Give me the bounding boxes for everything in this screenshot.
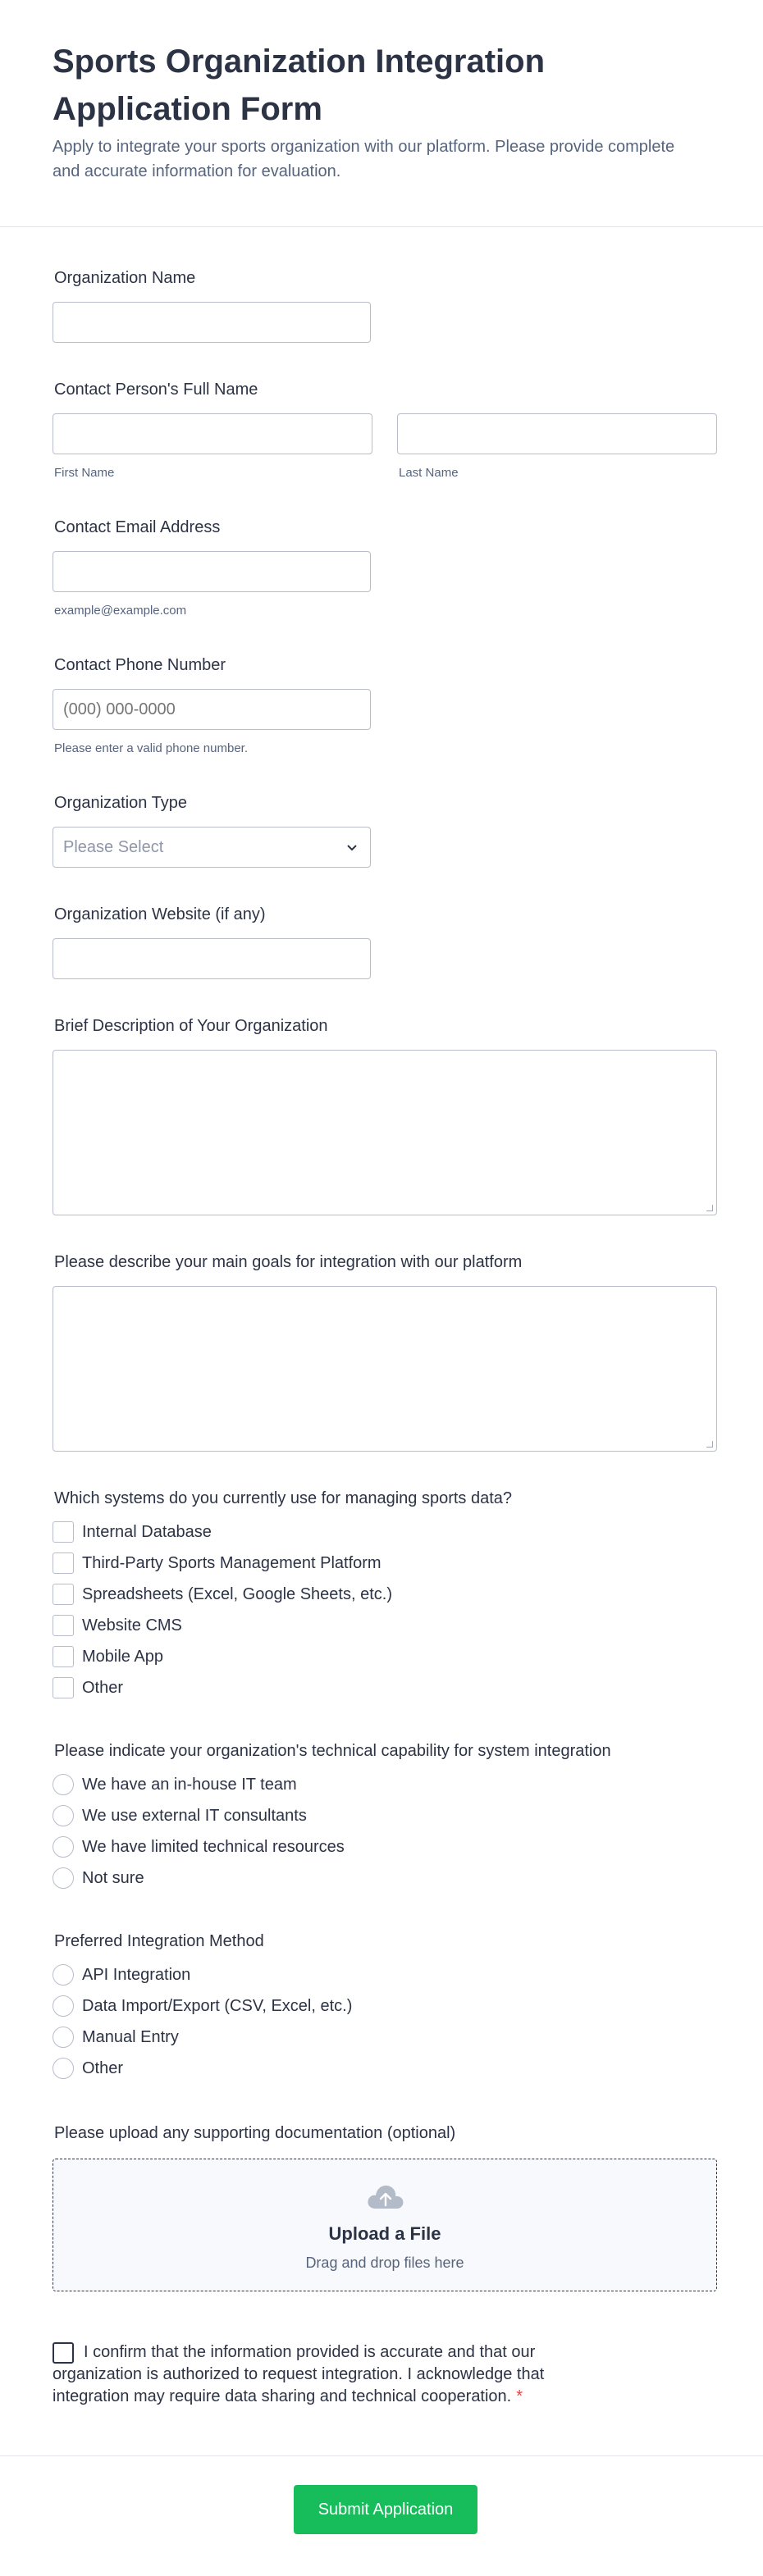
email-input[interactable] <box>53 551 371 592</box>
description-textarea[interactable] <box>53 1050 717 1215</box>
radio-button[interactable] <box>53 1836 74 1858</box>
form-subtitle: Apply to integrate your sports organization with our platform. Please provide complete and accurate information for evaluation. <box>53 138 675 180</box>
phone-label: Contact Phone Number <box>54 656 226 674</box>
org-name-label: Organization Name <box>54 269 196 287</box>
upload-subtitle: Drag and drop files here <box>305 2255 464 2271</box>
last-name-sublabel: Last Name <box>399 466 459 480</box>
radio-button[interactable] <box>53 1867 74 1889</box>
email-sublabel: example@example.com <box>54 604 187 618</box>
systems-label: Which systems do you currently use for managing sports data? <box>54 1489 513 1507</box>
submit-button[interactable]: Submit Application <box>294 2485 477 2534</box>
checkbox[interactable] <box>53 1521 74 1543</box>
radio-button[interactable] <box>53 2058 74 2079</box>
org-type-label: Organization Type <box>54 794 187 812</box>
method-option[interactable]: Other <box>53 2058 123 2079</box>
form-header <box>0 0 763 227</box>
capability-option[interactable]: We have limited technical resources <box>53 1836 345 1858</box>
systems-option[interactable]: Website CMS <box>53 1615 182 1636</box>
resize-handle-icon[interactable] <box>706 1205 713 1211</box>
chevron-down-icon <box>345 841 359 854</box>
checkbox[interactable] <box>53 1584 74 1605</box>
capability-label: Please indicate your organization's technical capability for system integration <box>54 1742 611 1760</box>
first-name-input[interactable] <box>53 413 372 454</box>
radio-button[interactable] <box>53 2027 74 2048</box>
description-label: Brief Description of Your Organization <box>54 1017 328 1035</box>
goals-textarea[interactable] <box>53 1286 717 1452</box>
upload-label: Please upload any supporting documentation (optional) <box>54 2124 456 2142</box>
phone-input[interactable] <box>53 689 371 730</box>
phone-sublabel: Please enter a valid phone number. <box>54 741 248 755</box>
capability-option[interactable]: We use external IT consultants <box>53 1805 307 1826</box>
systems-option[interactable]: Mobile App <box>53 1646 163 1667</box>
systems-option[interactable]: Third-Party Sports Management Platform <box>53 1552 382 1574</box>
goals-label: Please describe your main goals for integration with our platform <box>54 1253 523 1271</box>
checkbox[interactable] <box>53 1646 74 1667</box>
systems-option[interactable]: Spreadsheets (Excel, Google Sheets, etc.) <box>53 1584 392 1605</box>
first-name-sublabel: First Name <box>54 466 115 480</box>
contact-name-label: Contact Person's Full Name <box>54 381 258 399</box>
website-input[interactable] <box>53 938 371 979</box>
method-label: Preferred Integration Method <box>54 1932 264 1950</box>
website-label: Organization Website (if any) <box>54 905 266 923</box>
email-label: Contact Email Address <box>54 518 221 536</box>
checkbox[interactable] <box>53 1552 74 1574</box>
file-upload-dropzone[interactable] <box>53 2159 717 2291</box>
upload-title: Upload a File <box>328 2223 441 2244</box>
systems-option[interactable]: Other <box>53 1677 123 1698</box>
resize-handle-icon[interactable] <box>706 1441 713 1448</box>
org-type-select[interactable] <box>53 827 371 868</box>
cloud-upload-icon <box>365 2181 406 2214</box>
confirm-label: I confirm that the information provided is accurate and that our organization is authorized to request integration. I acknowledge that integration may require data sharing and technical cooperation. <box>53 2343 545 2405</box>
systems-option[interactable]: Internal Database <box>53 1521 212 1543</box>
required-mark: * <box>516 2387 523 2405</box>
capability-option[interactable]: Not sure <box>53 1867 144 1889</box>
confirm-text <box>53 2341 586 2408</box>
method-option[interactable]: Data Import/Export (CSV, Excel, etc.) <box>53 1995 352 2017</box>
org-type-selected: Please Select <box>63 838 164 856</box>
radio-button[interactable] <box>53 1774 74 1795</box>
checkbox[interactable] <box>53 1677 74 1698</box>
form-title: Sports Organization Integration Application Form <box>53 43 546 127</box>
radio-button[interactable] <box>53 1995 74 2017</box>
method-option[interactable]: API Integration <box>53 1964 190 1986</box>
org-name-input[interactable] <box>53 302 371 343</box>
radio-button[interactable] <box>53 1805 74 1826</box>
last-name-input[interactable] <box>397 413 717 454</box>
radio-button[interactable] <box>53 1964 74 1986</box>
capability-option[interactable]: We have an in-house IT team <box>53 1774 297 1795</box>
checkbox[interactable] <box>53 1615 74 1636</box>
method-option[interactable]: Manual Entry <box>53 2027 179 2048</box>
